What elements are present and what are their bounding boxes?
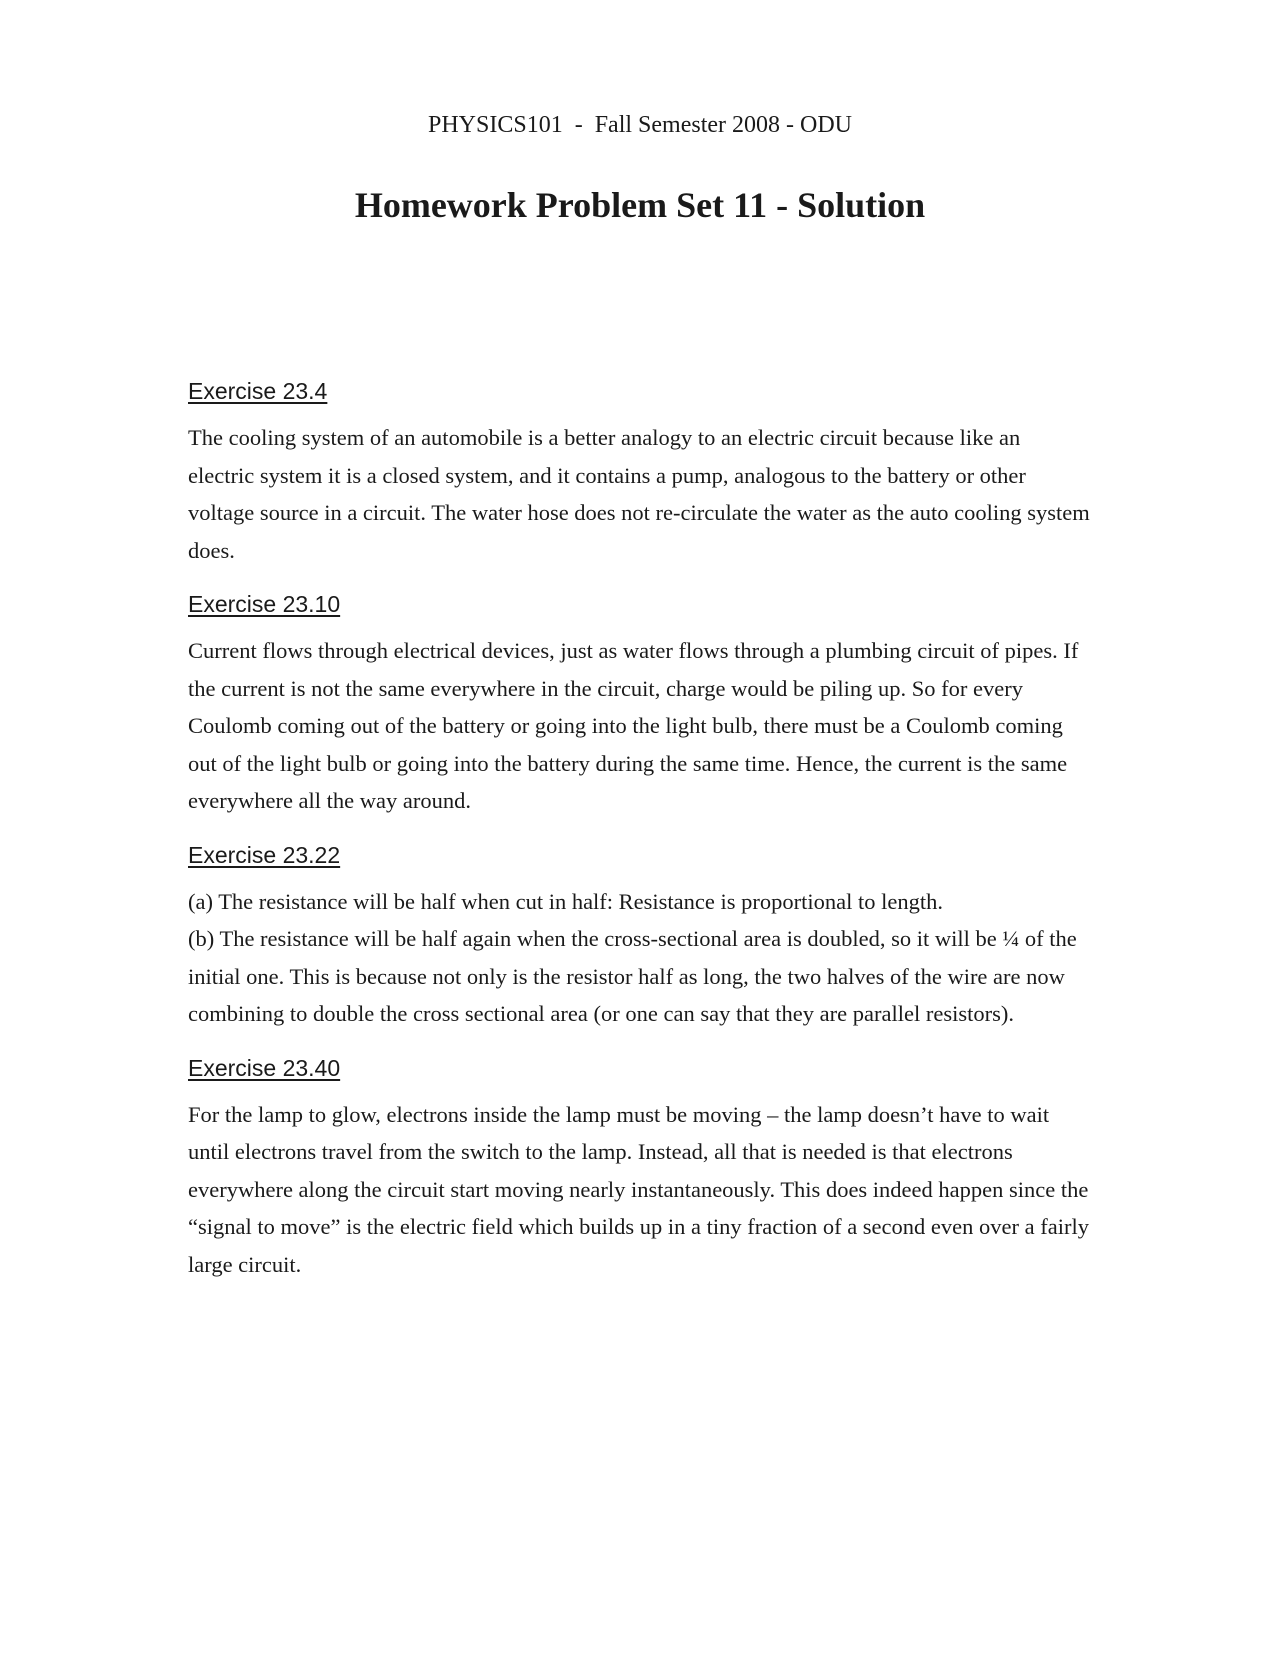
exercise-paragraph-b: (b) The resistance will be half again when the cross-sectional area is doubled, so it will be ¼ of the initial one. This is because not only is the resistor half as long, the two halves of the wire are now combining to double the cross sectional area (or one can say that they are parallel resistors). [188, 926, 1077, 1026]
exercise-23-40 [188, 1053, 1090, 1284]
course-header: PHYSICS101 - Fall Semester 2008 - ODU [428, 112, 852, 138]
page-title: Homework Problem Set 11 - Solution [354, 185, 926, 225]
exercise-23-22 [188, 840, 1090, 1033]
exercise-heading: Exercise 23.10 [188, 591, 341, 617]
exercise-paragraph: For the lamp to glow, electrons inside the lamp must be moving – the lamp doesn’t have to wait until electrons travel from the switch to the lamp. Instead, all that is needed is that electrons everywhere along the circuit start moving nearly instantaneously. This does indeed happen since the “signal to move” is the electric field which builds up in a tiny fraction of a second even over a fairly large circuit. [188, 1101, 1089, 1277]
solutions-body [188, 376, 1090, 1283]
exercise-heading: Exercise 23.40 [188, 1054, 341, 1081]
exercise-heading: Exercise 23.22 [188, 841, 341, 868]
exercise-paragraph-a: (a) The resistance will be half when cut in half: Resistance is proportional to length. [188, 888, 943, 914]
exercise-23-4 [188, 376, 1090, 569]
exercise-paragraph: The cooling system of an automobile is a better analogy to an electric circuit because like an electric system it is a closed system, and it contains a pump, analogous to the battery or other voltage source in a circuit. The water hose does not re-circulate the water as the auto cooling system does. [188, 425, 1090, 563]
exercise-heading: Exercise 23.4 [188, 378, 328, 404]
exercise-23-10 [188, 589, 1090, 820]
exercise-paragraph: Current flows through electrical devices, just as water flows through a plumbing circuit of pipes. If the current is not the same everywhere in the circuit, charge would be piling up. So for every Coulomb coming out of the battery or going into the light bulb, there must be a Coulomb coming out of the light bulb or going into the battery during the same time. Hence, the current is the same everywhere all the way around. [188, 638, 1079, 813]
